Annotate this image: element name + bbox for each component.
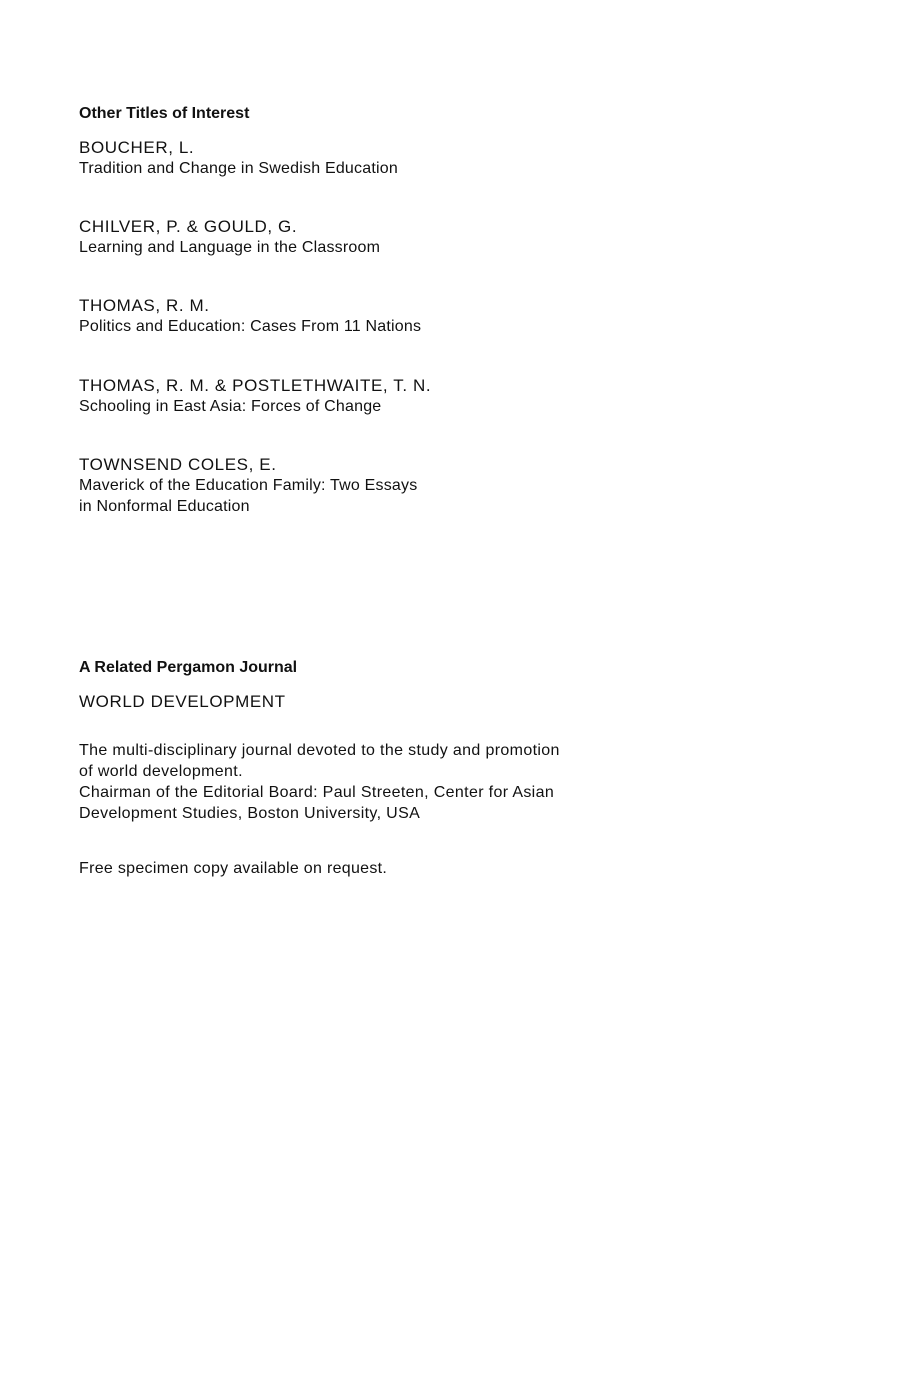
title-entry-thomas: [79, 295, 421, 337]
specimen-note: Free specimen copy available on request.: [79, 860, 388, 877]
entry-title-continued: in Nonformal Education: [79, 498, 250, 515]
journal-chairman-line: Development Studies, Boston University, USA: [79, 805, 421, 822]
journal-name: WORLD DEVELOPMENT: [79, 692, 286, 711]
journal-description-line: of world development.: [79, 763, 243, 780]
journal-description: [79, 740, 659, 824]
title-entry-townsend-coles: [79, 454, 417, 517]
other-titles-heading: Other Titles of Interest: [79, 105, 250, 122]
entry-title: Maverick of the Education Family: Two Essays: [79, 477, 418, 494]
related-journal-heading: A Related Pergamon Journal: [79, 659, 298, 676]
title-entry-boucher: [79, 137, 398, 179]
entry-title: Politics and Education: Cases From 11 Nations: [79, 318, 422, 335]
entry-title: Schooling in East Asia: Forces of Change: [79, 398, 382, 415]
entry-author: TOWNSEND COLES, E.: [79, 455, 277, 474]
title-entry-thomas-postlethwaite: [79, 375, 431, 417]
journal-description-line: The multi-disciplinary journal devoted to the study and promotion: [79, 742, 560, 759]
entry-title: Tradition and Change in Swedish Education: [79, 160, 398, 177]
entry-author: BOUCHER, L.: [79, 138, 195, 157]
title-entry-chilver-gould: [79, 216, 380, 258]
entry-author: THOMAS, R. M.: [79, 296, 210, 315]
journal-chairman-line: Chairman of the Editorial Board: Paul Streeten, Center for Asian: [79, 784, 555, 801]
entry-title: Learning and Language in the Classroom: [79, 239, 381, 256]
entry-author: CHILVER, P. & GOULD, G.: [79, 217, 298, 236]
entry-author: THOMAS, R. M. & POSTLETHWAITE, T. N.: [79, 376, 432, 395]
